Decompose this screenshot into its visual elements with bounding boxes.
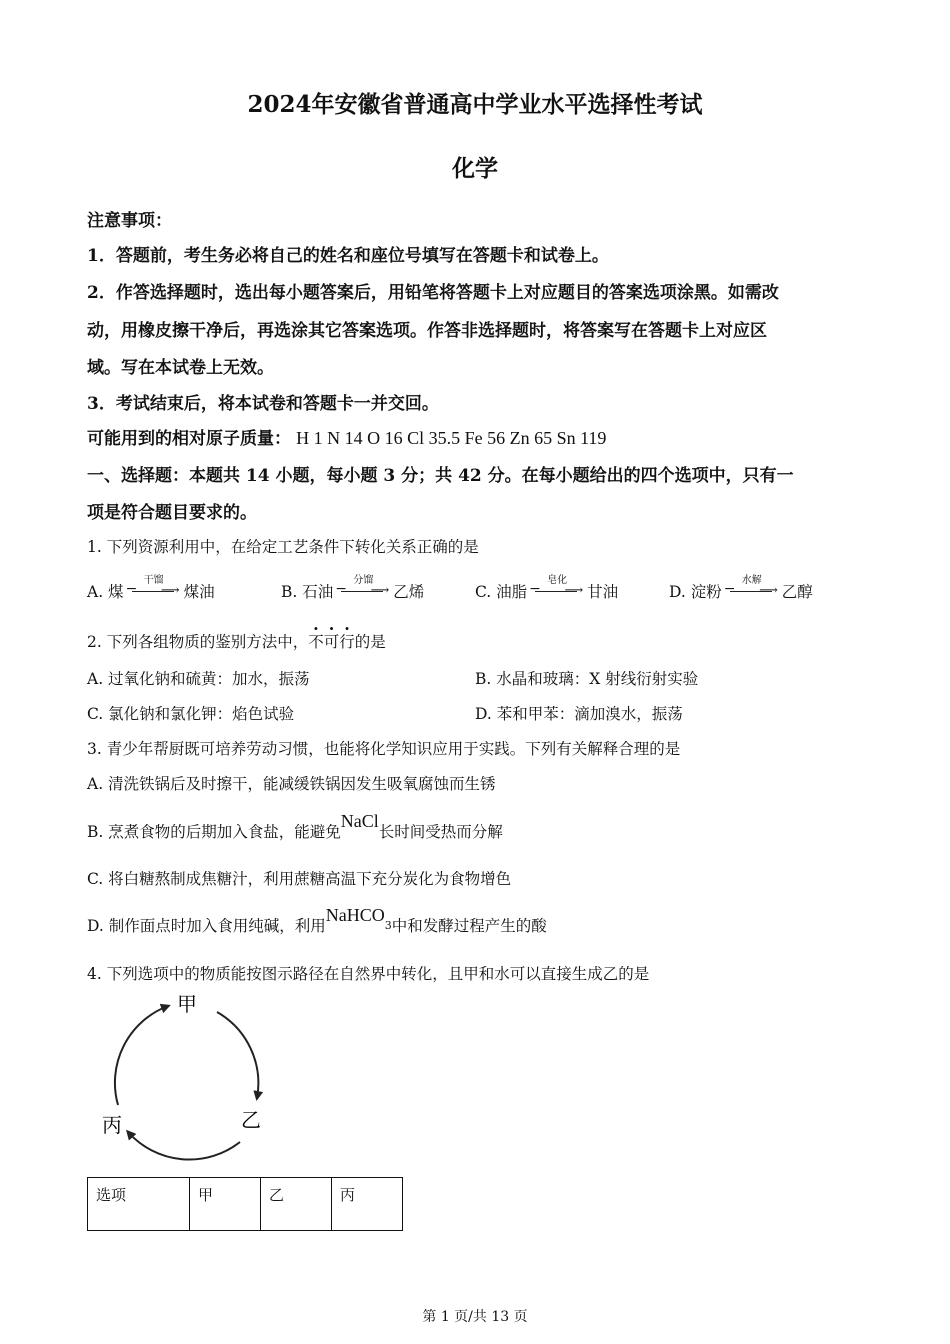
q1-c-label: C. 油脂 xyxy=(475,583,528,601)
note-item-1: 1．答题前，考生务必将自己的姓名和座位号填写在答题卡和试卷上。 xyxy=(87,246,609,266)
q1-a-condition: 干馏 xyxy=(143,575,164,586)
reaction-arrow-icon: 干馏 − ⟶ xyxy=(128,583,180,603)
table-header-cell: 乙 xyxy=(261,1178,332,1231)
q3-option-b xyxy=(87,811,503,842)
table-header-cell: 丙 xyxy=(332,1178,403,1231)
q1-b-label: B. 石油 xyxy=(281,583,334,601)
table-header-cell: 选项 xyxy=(88,1178,190,1231)
atomic-mass-values: H 1 N 14 O 16 Cl 35.5 Fe 56 Zn 65 Sn 119 xyxy=(296,428,607,448)
q3-b-post: 长时间受热而分解 xyxy=(378,823,503,841)
q1-a-label: A. 煤 xyxy=(87,583,124,601)
exam-title: 2024年安徽省普通高中学业水平选择性考试 xyxy=(247,91,703,118)
q3-stem: 3. 青少年帮厨既可培养劳动习惯，也能将化学知识应用于实践。下列有关解释合理的是 xyxy=(87,740,681,758)
q1-b-condition: 分馏 xyxy=(353,575,374,586)
q1-d-product: 乙醇 xyxy=(781,583,813,601)
q1-a-product: 煤油 xyxy=(183,583,215,601)
subject-title: 化学 xyxy=(452,155,498,182)
cycle-arrow-yi-to-bing xyxy=(128,1132,240,1160)
q1-option-a xyxy=(87,575,215,603)
q2-option-c: C. 氯化钠和氯化钾：焰色试验 xyxy=(87,705,295,723)
page-footer: 第 1 页/共 13 页 xyxy=(422,1309,528,1325)
atomic-mass-line xyxy=(87,424,606,449)
q2-option-d: D. 苯和甲苯：滴加溴水，振荡 xyxy=(475,705,683,723)
q1-c-product: 甘油 xyxy=(587,583,619,601)
q1-option-d xyxy=(669,575,813,603)
q1-d-condition: 水解 xyxy=(741,575,762,586)
q2-option-a: A. 过氧化钠和硫黄：加水，振荡 xyxy=(87,670,310,688)
note-item-3: 3．考试结束后，将本试卷和答题卡一并交回。 xyxy=(87,394,439,414)
q2-stem-pre: 2. 下列各组物质的鉴别方法中， xyxy=(87,633,309,651)
section-1-line-1: 一、选择题：本题共 14 小题，每小题 3 分；共 42 分。在每小题给出的四个选项中，只有一 xyxy=(87,466,794,486)
q3-d-subscript: 3 xyxy=(384,919,392,933)
q2-emphasis-char: 行 xyxy=(339,633,355,651)
q3-d-pre: D. 制作面点时加入食用纯碱，利用 xyxy=(87,917,326,935)
q1-stem: 1. 下列资源利用中，在给定工艺条件下转化关系正确的是 xyxy=(87,538,479,556)
q1-option-c xyxy=(475,575,619,603)
q4-options-table xyxy=(87,1177,403,1231)
cycle-arrow-bing-to-jia xyxy=(115,1006,168,1105)
q1-c-condition: 皂化 xyxy=(547,575,568,586)
atomic-mass-label: 可能用到的相对原子质量： xyxy=(87,429,291,449)
reaction-arrow-icon: 皂化 − ⟶ xyxy=(531,583,583,603)
table-header-row xyxy=(88,1178,403,1231)
q3-b-pre: B. 烹煮食物的后期加入食盐，能避免 xyxy=(87,823,341,841)
q4-stem: 4. 下列选项中的物质能按图示路径在自然界中转化，且甲和水可以直接生成乙的是 xyxy=(87,965,650,983)
q1-b-product: 乙烯 xyxy=(393,583,425,601)
q3-option-a: A. 清洗铁锅后及时擦干，能减缓铁锅因发生吸氧腐蚀而生锈 xyxy=(87,775,496,793)
q3-d-formula: NaHCO xyxy=(325,905,385,925)
q2-emphasis-char: 可 xyxy=(323,633,340,651)
q3-b-formula: NaCl xyxy=(340,811,379,831)
note-item-2-line-1: 2．作答选择题时，选出每小题答案后，用铅笔将答题卡上对应题目的答案选项涂黑。如需改 xyxy=(87,283,779,303)
q2-emphasis-char: 不 xyxy=(308,633,324,651)
q2-stem-post: 的是 xyxy=(354,633,386,651)
cycle-arrow-jia-to-yi xyxy=(217,1012,258,1098)
q2-option-b: B. 水晶和玻璃：X 射线衍射实验 xyxy=(475,670,699,688)
notes-heading: 注意事项： xyxy=(87,211,172,231)
q1-option-b xyxy=(281,575,425,603)
node-yi: 乙 xyxy=(241,1108,261,1132)
table-header-cell: 甲 xyxy=(190,1178,261,1231)
section-1-line-2: 项是符合题目要求的。 xyxy=(87,503,257,523)
note-item-2-line-3: 域。写在本试卷上无效。 xyxy=(87,358,274,378)
q3-option-c: C. 将白糖熬制成焦糖汁，利用蔗糖高温下充分炭化为食物增色 xyxy=(87,870,512,888)
q2-stem xyxy=(87,630,386,652)
q3-d-post: 中和发酵过程产生的酸 xyxy=(391,917,547,935)
reaction-arrow-icon: 分馏 − ⟶ xyxy=(337,583,389,603)
note-item-2-line-2: 动，用橡皮擦干净后，再选涂其它答案选项。作答非选择题时，将答案写在答题卡上对应区 xyxy=(87,321,767,341)
reaction-arrow-icon: 水解 − ⟶ xyxy=(726,583,778,603)
node-jia: 甲 xyxy=(177,992,197,1016)
q1-d-label: D. 淀粉 xyxy=(669,583,722,601)
cycle-diagram xyxy=(90,990,290,1170)
node-bing: 丙 xyxy=(102,1113,122,1137)
q3-option-d xyxy=(87,905,547,938)
